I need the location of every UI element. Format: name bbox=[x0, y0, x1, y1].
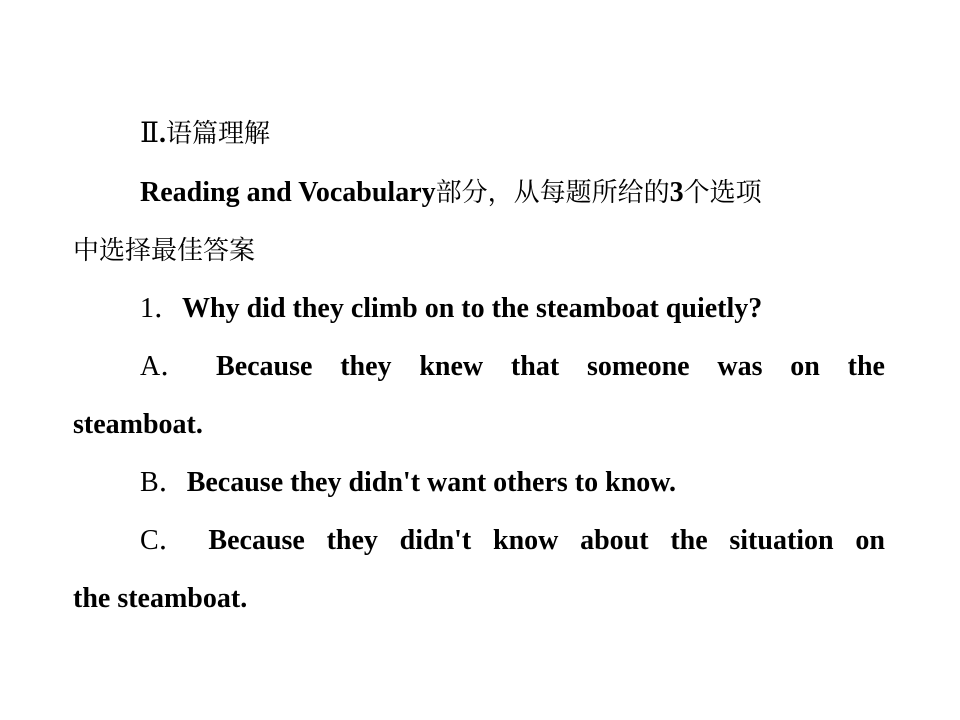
option-c-line-2 bbox=[73, 581, 885, 617]
question-1 bbox=[140, 291, 885, 327]
option-a-word: someone bbox=[586, 351, 690, 382]
option-c-continuation: the steamboat. bbox=[73, 583, 248, 614]
option-c-word: about bbox=[580, 525, 649, 556]
instruction-chinese-3: 中选择最佳答案 bbox=[73, 236, 256, 266]
option-a-word: they bbox=[340, 351, 392, 382]
option-b-text: Because they didn't want others to know. bbox=[186, 467, 676, 498]
option-c-line-1 bbox=[140, 523, 885, 559]
instruction-line-2 bbox=[73, 233, 885, 269]
question-number: 1． bbox=[140, 293, 183, 324]
instruction-chinese-1: 部分，从每题所给的 bbox=[435, 178, 670, 208]
option-c-word: know bbox=[493, 525, 559, 556]
option-c-word: situation bbox=[729, 525, 834, 556]
option-a-word: Because bbox=[216, 351, 313, 382]
instruction-line-1 bbox=[140, 175, 885, 211]
option-c-word: they bbox=[326, 525, 378, 556]
section-dot: . bbox=[159, 118, 167, 149]
option-c-label: C． bbox=[140, 525, 187, 556]
instruction-number: 3 bbox=[669, 177, 684, 208]
option-a-word: that bbox=[510, 351, 560, 382]
option-a-continuation: steamboat. bbox=[73, 409, 203, 440]
option-b bbox=[140, 465, 885, 501]
option-a-line-1 bbox=[140, 349, 885, 385]
option-a-word: was bbox=[717, 351, 763, 382]
option-a-label: A． bbox=[140, 351, 189, 382]
section-title: 语篇理解 bbox=[166, 119, 271, 149]
instruction-english: Reading and Vocabulary bbox=[140, 177, 436, 208]
option-c-word: on bbox=[855, 525, 885, 556]
option-a-line-2 bbox=[73, 407, 885, 443]
option-c-word: didn't bbox=[399, 525, 472, 556]
option-a-word: knew bbox=[419, 351, 484, 382]
option-a-word: on bbox=[790, 351, 820, 382]
option-b-label: B． bbox=[140, 467, 187, 498]
option-a-word: the bbox=[847, 351, 885, 382]
question-text: Why did they climb on to the steamboat quietly? bbox=[182, 293, 763, 324]
section-heading bbox=[140, 116, 885, 152]
option-c-word: Because bbox=[208, 525, 305, 556]
option-c-word: the bbox=[670, 525, 708, 556]
instruction-chinese-2: 个选项 bbox=[683, 178, 762, 208]
section-roman-numeral: Ⅱ bbox=[140, 118, 160, 149]
